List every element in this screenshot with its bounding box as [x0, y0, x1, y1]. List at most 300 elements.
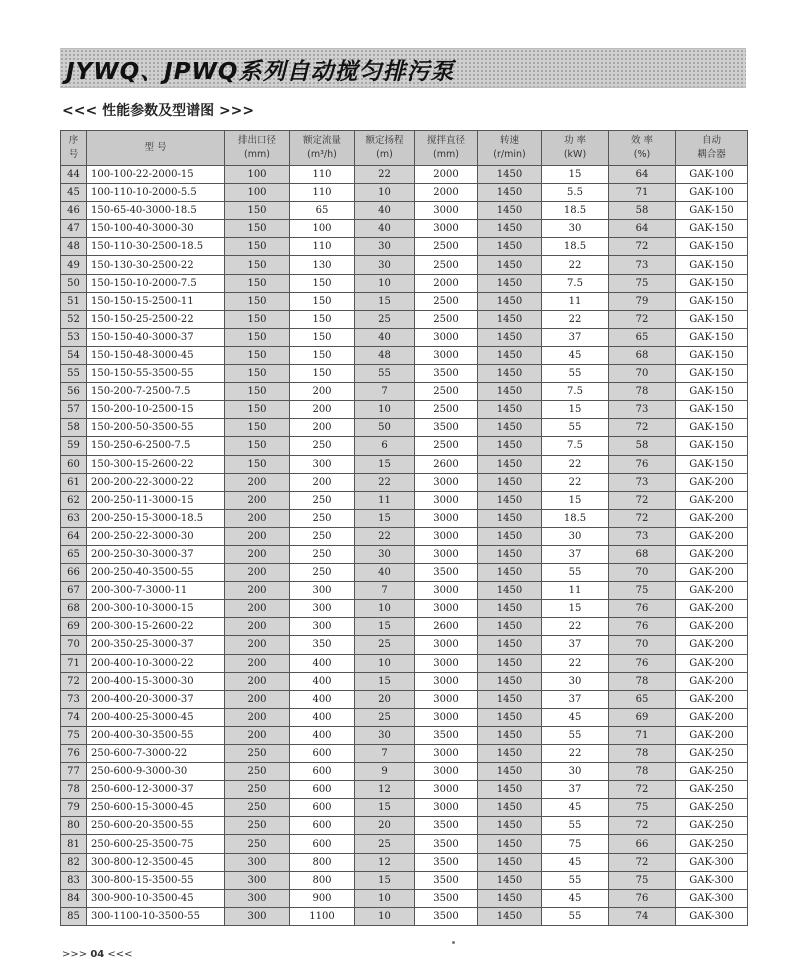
table-row: [61, 365, 748, 383]
table-row: [61, 708, 748, 726]
column-header-2: [225, 131, 290, 166]
table-cell: 65: [609, 690, 676, 708]
table-cell: 150: [225, 401, 290, 419]
table-cell: 55: [542, 907, 609, 925]
table-cell: 2500: [415, 401, 478, 419]
footer-suffix: <<<: [104, 949, 133, 960]
title-banner: [60, 48, 746, 88]
table-cell: 150-150-15-2500-11: [87, 292, 225, 310]
table-cell: 7: [355, 745, 415, 763]
table-cell: 25: [355, 310, 415, 328]
table-cell: 1450: [478, 328, 542, 346]
table-cell: 22: [355, 527, 415, 545]
table-cell: GAK-150: [676, 238, 748, 256]
scan-dot: [452, 941, 455, 944]
table-cell: 30: [542, 763, 609, 781]
table-cell: 3500: [415, 817, 478, 835]
table-cell: 64: [609, 166, 676, 184]
table-cell: 200: [225, 690, 290, 708]
table-cell: GAK-300: [676, 907, 748, 925]
table-cell: 57: [61, 401, 87, 419]
table-cell: 11: [542, 582, 609, 600]
table-cell: 600: [290, 835, 355, 853]
table-cell: 1450: [478, 473, 542, 491]
table-cell: 150-110-30-2500-18.5: [87, 238, 225, 256]
column-unit: (%): [633, 149, 651, 160]
table-cell: 200-300-7-3000-11: [87, 582, 225, 600]
table-cell: 200: [225, 636, 290, 654]
table-row: [61, 328, 748, 346]
column-name: 排出口径: [237, 135, 276, 146]
table-cell: 55: [542, 365, 609, 383]
table-row: [61, 564, 748, 582]
table-cell: 2600: [415, 455, 478, 473]
table-cell: 37: [542, 636, 609, 654]
table-row: [61, 781, 748, 799]
table-cell: 72: [61, 672, 87, 690]
table-cell: 150: [290, 310, 355, 328]
table-cell: 55: [542, 817, 609, 835]
table-cell: 250: [225, 745, 290, 763]
table-cell: 7.5: [542, 274, 609, 292]
table-cell: 37: [542, 328, 609, 346]
table-cell: 150: [290, 365, 355, 383]
table-cell: 65: [609, 328, 676, 346]
table-cell: 78: [609, 763, 676, 781]
table-cell: 22: [542, 654, 609, 672]
table-row: [61, 600, 748, 618]
table-cell: 71: [609, 726, 676, 744]
table-cell: 55: [542, 564, 609, 582]
table-cell: 79: [609, 292, 676, 310]
table-cell: 150: [290, 346, 355, 364]
table-cell: 1450: [478, 527, 542, 545]
table-cell: 300: [290, 618, 355, 636]
table-cell: 200: [290, 383, 355, 401]
table-cell: 3000: [415, 328, 478, 346]
table-cell: 1450: [478, 166, 542, 184]
table-cell: 25: [355, 636, 415, 654]
table-cell: 3000: [415, 202, 478, 220]
table-row: [61, 545, 748, 563]
table-cell: GAK-200: [676, 491, 748, 509]
table-cell: 1450: [478, 220, 542, 238]
table-cell: 10: [355, 274, 415, 292]
table-cell: 150: [290, 328, 355, 346]
table-cell: 200: [225, 672, 290, 690]
table-cell: 3500: [415, 365, 478, 383]
table-cell: 400: [290, 726, 355, 744]
table-cell: 83: [61, 871, 87, 889]
table-cell: GAK-200: [676, 672, 748, 690]
table-cell: 15: [542, 600, 609, 618]
table-cell: 250-600-25-3500-75: [87, 835, 225, 853]
table-cell: 1450: [478, 256, 542, 274]
table-cell: 1450: [478, 745, 542, 763]
column-name: 型 号: [144, 142, 167, 153]
table-cell: 100: [225, 166, 290, 184]
table-cell: 300: [225, 907, 290, 925]
table-row: [61, 184, 748, 202]
table-cell: 1450: [478, 672, 542, 690]
table-cell: 3500: [415, 726, 478, 744]
table-cell: 2500: [415, 437, 478, 455]
table-cell: 45: [542, 799, 609, 817]
table-cell: 300: [290, 582, 355, 600]
column-header-9: [676, 131, 748, 166]
table-cell: 1450: [478, 871, 542, 889]
table-cell: 200-250-30-3000-37: [87, 545, 225, 563]
table-row: [61, 437, 748, 455]
table-cell: 200-400-30-3500-55: [87, 726, 225, 744]
table-cell: GAK-150: [676, 365, 748, 383]
table-cell: 2000: [415, 166, 478, 184]
table-cell: 150: [225, 455, 290, 473]
table-cell: 78: [61, 781, 87, 799]
table-cell: 150-250-6-2500-7.5: [87, 437, 225, 455]
table-cell: 1450: [478, 564, 542, 582]
table-cell: 58: [609, 437, 676, 455]
table-row: [61, 491, 748, 509]
page-footer: [62, 949, 133, 960]
table-cell: 2500: [415, 383, 478, 401]
table-cell: 70: [609, 564, 676, 582]
column-name: 自动: [701, 135, 721, 146]
column-header-7: [542, 131, 609, 166]
table-cell: 2500: [415, 238, 478, 256]
table-cell: 150-200-7-2500-7.5: [87, 383, 225, 401]
table-cell: GAK-150: [676, 437, 748, 455]
table-cell: 200: [290, 419, 355, 437]
table-row: [61, 690, 748, 708]
table-cell: 400: [290, 708, 355, 726]
table-cell: 2500: [415, 256, 478, 274]
table-cell: 200-250-40-3500-55: [87, 564, 225, 582]
table-row: [61, 220, 748, 238]
table-cell: 1450: [478, 202, 542, 220]
table-cell: 1450: [478, 654, 542, 672]
table-cell: 150: [225, 202, 290, 220]
table-cell: 22: [542, 256, 609, 274]
table-cell: 100-110-10-2000-5.5: [87, 184, 225, 202]
table-cell: 800: [290, 871, 355, 889]
table-cell: 250-600-7-3000-22: [87, 745, 225, 763]
table-cell: 3000: [415, 672, 478, 690]
table-cell: 250: [290, 437, 355, 455]
table-row: [61, 618, 748, 636]
table-cell: 55: [542, 871, 609, 889]
table-cell: 200: [225, 491, 290, 509]
table-cell: 1450: [478, 835, 542, 853]
table-cell: 3000: [415, 346, 478, 364]
table-cell: 2000: [415, 274, 478, 292]
page-title: JYWQ、JPWQ系列自动搅匀排污泵: [66, 59, 455, 85]
column-unit: (m³/h): [307, 149, 337, 160]
table-cell: 22: [542, 745, 609, 763]
table-row: [61, 654, 748, 672]
table-cell: 66: [609, 835, 676, 853]
table-cell: 300: [225, 853, 290, 871]
table-cell: 400: [290, 654, 355, 672]
table-cell: 150-150-40-3000-37: [87, 328, 225, 346]
table-cell: 2600: [415, 618, 478, 636]
table-cell: 30: [542, 527, 609, 545]
table-cell: 25: [355, 708, 415, 726]
table-cell: 3500: [415, 835, 478, 853]
table-cell: 30: [542, 672, 609, 690]
table-cell: 3000: [415, 220, 478, 238]
table-row: [61, 202, 748, 220]
table-cell: 71: [61, 654, 87, 672]
table-cell: 18.5: [542, 509, 609, 527]
table-row: [61, 383, 748, 401]
table-cell: 7.5: [542, 437, 609, 455]
table-cell: 1100: [290, 907, 355, 925]
table-cell: 69: [61, 618, 87, 636]
table-cell: 10: [355, 907, 415, 925]
table-cell: 78: [609, 745, 676, 763]
table-cell: 55: [355, 365, 415, 383]
table-cell: GAK-150: [676, 419, 748, 437]
table-cell: 74: [61, 708, 87, 726]
table-cell: 50: [355, 419, 415, 437]
table-row: [61, 455, 748, 473]
table-cell: 75: [542, 835, 609, 853]
table-cell: 3000: [415, 582, 478, 600]
table-cell: 3000: [415, 799, 478, 817]
table-row: [61, 256, 748, 274]
table-cell: 3000: [415, 781, 478, 799]
table-row: [61, 817, 748, 835]
table-cell: GAK-200: [676, 654, 748, 672]
table-cell: 150: [225, 419, 290, 437]
table-cell: 15: [542, 401, 609, 419]
table-cell: 15: [355, 618, 415, 636]
table-body: [61, 166, 748, 926]
column-header-1: [87, 131, 225, 166]
table-cell: 100: [290, 220, 355, 238]
table-cell: 1450: [478, 545, 542, 563]
table-cell: 1450: [478, 491, 542, 509]
table-cell: 300-900-10-3500-45: [87, 889, 225, 907]
page-number: 04: [90, 949, 105, 960]
table-cell: 67: [61, 582, 87, 600]
table-cell: 66: [61, 564, 87, 582]
table-cell: 1450: [478, 636, 542, 654]
table-cell: 78: [609, 672, 676, 690]
table-cell: GAK-100: [676, 184, 748, 202]
table-cell: 300-800-12-3500-45: [87, 853, 225, 871]
table-cell: 150: [290, 292, 355, 310]
table-cell: 100: [225, 184, 290, 202]
table-row: [61, 799, 748, 817]
table-cell: 72: [609, 491, 676, 509]
table-cell: 250: [290, 491, 355, 509]
table-cell: 37: [542, 781, 609, 799]
table-cell: 84: [61, 889, 87, 907]
table-cell: 1450: [478, 582, 542, 600]
table-cell: 7: [355, 582, 415, 600]
table-cell: 15: [355, 871, 415, 889]
table-cell: 1450: [478, 455, 542, 473]
column-header-0: [61, 131, 87, 166]
table-cell: 400: [290, 690, 355, 708]
table-cell: GAK-150: [676, 202, 748, 220]
table-cell: 200-300-10-3000-15: [87, 600, 225, 618]
table-cell: GAK-150: [676, 346, 748, 364]
table-cell: 1450: [478, 292, 542, 310]
table-cell: 300: [225, 889, 290, 907]
table-cell: 1450: [478, 600, 542, 618]
table-cell: 72: [609, 238, 676, 256]
table-cell: 200: [225, 527, 290, 545]
table-cell: 600: [290, 781, 355, 799]
table-cell: 250: [290, 545, 355, 563]
table-cell: GAK-300: [676, 889, 748, 907]
table-cell: 22: [542, 473, 609, 491]
table-cell: GAK-250: [676, 745, 748, 763]
table-cell: 3000: [415, 654, 478, 672]
table-cell: 68: [609, 346, 676, 364]
table-cell: 1450: [478, 346, 542, 364]
column-header-4: [355, 131, 415, 166]
table-cell: 74: [609, 907, 676, 925]
table-cell: 150-130-30-2500-22: [87, 256, 225, 274]
table-cell: 1450: [478, 509, 542, 527]
table-cell: 60: [61, 455, 87, 473]
table-cell: 45: [61, 184, 87, 202]
table-cell: 53: [61, 328, 87, 346]
table-cell: 15: [355, 799, 415, 817]
table-cell: GAK-200: [676, 600, 748, 618]
table-cell: 72: [609, 419, 676, 437]
table-cell: GAK-150: [676, 292, 748, 310]
section-subtitle: <<< 性能参数及型谱图 >>>: [62, 103, 255, 119]
table-cell: 1450: [478, 817, 542, 835]
table-cell: 72: [609, 781, 676, 799]
table-cell: 200: [225, 473, 290, 491]
table-cell: 1450: [478, 310, 542, 328]
table-cell: 76: [609, 600, 676, 618]
table-cell: GAK-150: [676, 401, 748, 419]
table-cell: 72: [609, 817, 676, 835]
table-row: [61, 889, 748, 907]
table-cell: 200: [225, 564, 290, 582]
table-cell: 150-200-50-3500-55: [87, 419, 225, 437]
table-row: [61, 745, 748, 763]
table-cell: 6: [355, 437, 415, 455]
table-cell: 71: [609, 184, 676, 202]
table-cell: 250: [225, 817, 290, 835]
table-cell: 200: [290, 473, 355, 491]
table-cell: 65: [61, 545, 87, 563]
table-cell: 63: [61, 509, 87, 527]
table-cell: GAK-150: [676, 274, 748, 292]
table-cell: 15: [355, 292, 415, 310]
table-cell: 70: [609, 636, 676, 654]
table-row: [61, 636, 748, 654]
table-cell: 69: [609, 708, 676, 726]
table-cell: 37: [542, 690, 609, 708]
table-cell: 250: [290, 527, 355, 545]
table-cell: 600: [290, 763, 355, 781]
table-row: [61, 401, 748, 419]
table-cell: 250-600-20-3500-55: [87, 817, 225, 835]
table-cell: 30: [355, 256, 415, 274]
table-row: [61, 274, 748, 292]
table-cell: 150-150-55-3500-55: [87, 365, 225, 383]
table-cell: 30: [355, 238, 415, 256]
table-cell: 3000: [415, 600, 478, 618]
table-cell: 250-600-9-3000-30: [87, 763, 225, 781]
table-cell: 2500: [415, 292, 478, 310]
table-cell: 250: [290, 564, 355, 582]
table-header-row: [61, 131, 748, 166]
table-cell: 200-300-15-2600-22: [87, 618, 225, 636]
table-cell: 250: [225, 763, 290, 781]
table-cell: 76: [609, 455, 676, 473]
table-row: [61, 853, 748, 871]
table-cell: 75: [609, 799, 676, 817]
table-cell: GAK-150: [676, 455, 748, 473]
table-cell: 15: [355, 509, 415, 527]
table-row: [61, 346, 748, 364]
table-cell: 200-250-11-3000-15: [87, 491, 225, 509]
table-cell: 110: [290, 166, 355, 184]
table-cell: 15: [355, 672, 415, 690]
table-cell: 70: [609, 365, 676, 383]
table-cell: 200: [225, 726, 290, 744]
table-cell: 44: [61, 166, 87, 184]
table-cell: 3000: [415, 545, 478, 563]
table-cell: 600: [290, 745, 355, 763]
table-cell: 200: [290, 401, 355, 419]
table-cell: 3500: [415, 889, 478, 907]
table-row: [61, 763, 748, 781]
table-cell: 30: [355, 545, 415, 563]
table-cell: 130: [290, 256, 355, 274]
table-cell: 52: [61, 310, 87, 328]
table-cell: 250: [225, 835, 290, 853]
table-cell: 1450: [478, 365, 542, 383]
table-cell: 150: [225, 274, 290, 292]
table-cell: 56: [61, 383, 87, 401]
table-cell: 7.5: [542, 383, 609, 401]
table-cell: 250: [290, 509, 355, 527]
table-cell: 12: [355, 781, 415, 799]
column-header-5: [415, 131, 478, 166]
table-cell: 73: [609, 401, 676, 419]
table-cell: 79: [61, 799, 87, 817]
column-unit: (r/min): [493, 149, 526, 160]
table-cell: 600: [290, 817, 355, 835]
table-row: [61, 310, 748, 328]
table-cell: 1450: [478, 274, 542, 292]
table-cell: 45: [542, 708, 609, 726]
table-cell: 75: [61, 726, 87, 744]
table-cell: 3000: [415, 473, 478, 491]
table-cell: 80: [61, 817, 87, 835]
column-name: 功 率: [563, 135, 587, 146]
table-cell: 1450: [478, 419, 542, 437]
table-row: [61, 672, 748, 690]
table-cell: 59: [61, 437, 87, 455]
table-cell: 900: [290, 889, 355, 907]
table-cell: 77: [61, 763, 87, 781]
table-cell: 85: [61, 907, 87, 925]
table-cell: 20: [355, 690, 415, 708]
table-cell: 3000: [415, 708, 478, 726]
